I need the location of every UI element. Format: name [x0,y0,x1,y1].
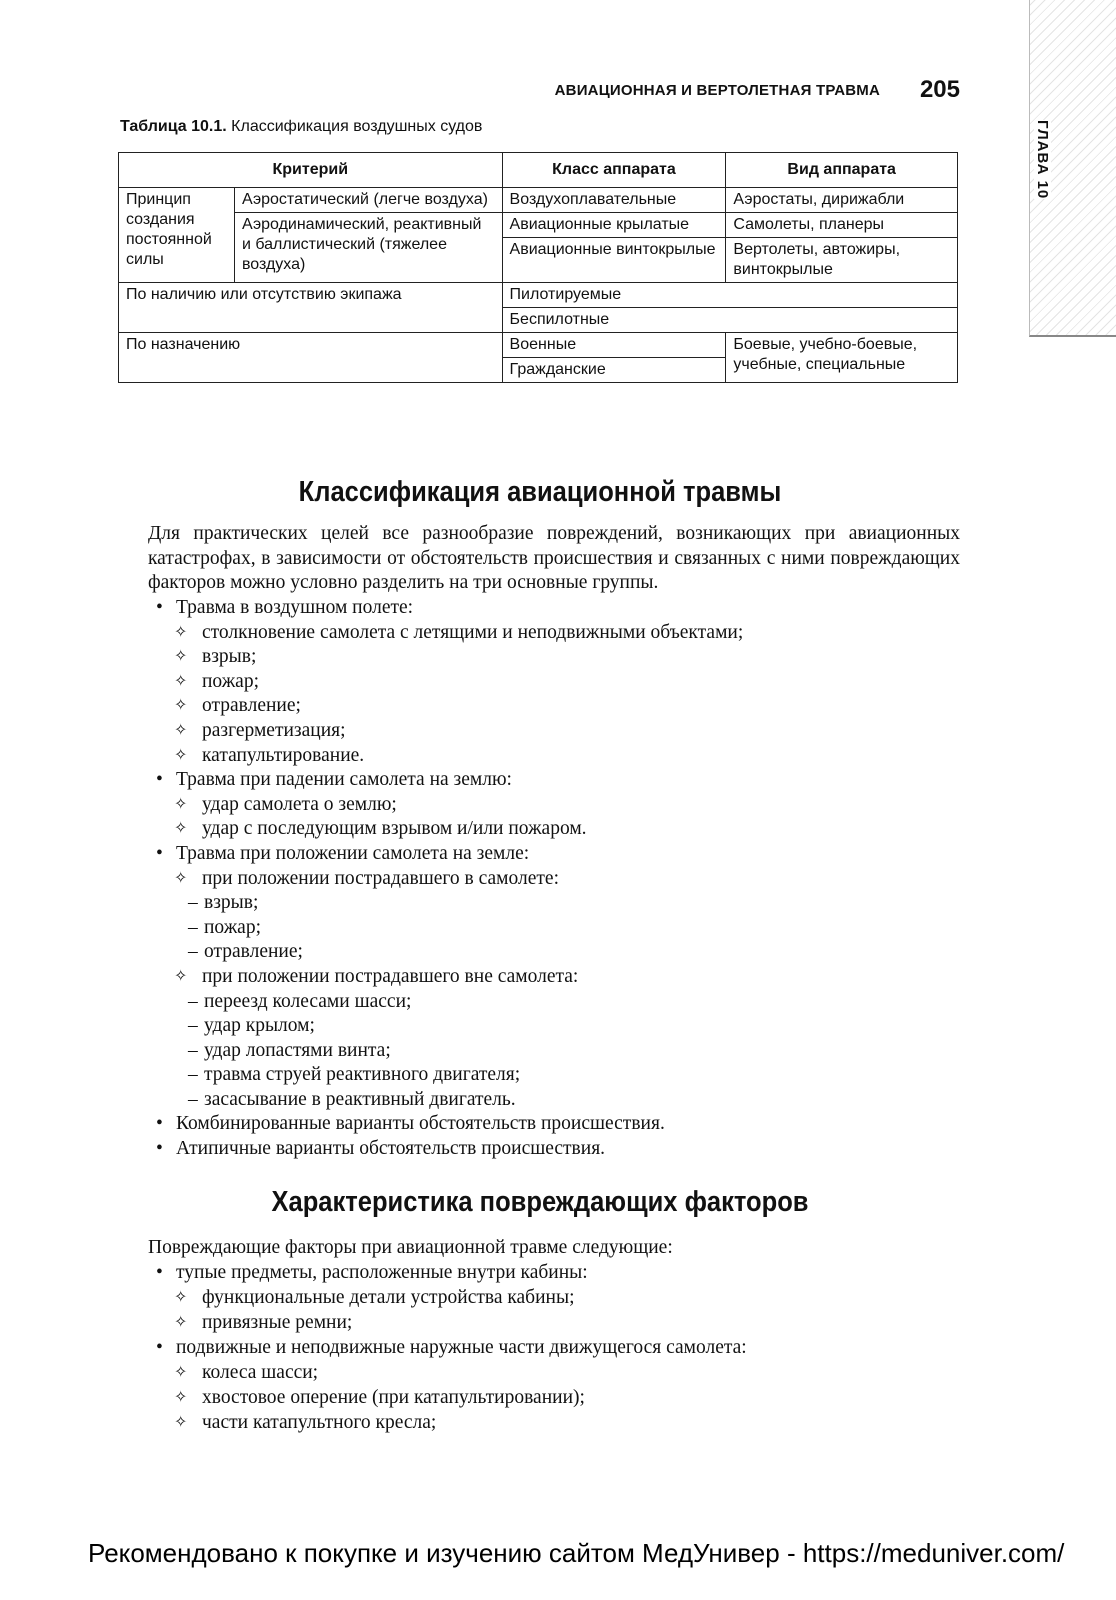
running-title: АВИАЦИОННАЯ И ВЕРТОЛЕТНАЯ ТРАВМА [554,82,880,99]
table-caption-text: Классификация воздушных судов [231,118,483,135]
table-caption [120,118,482,136]
table-cell: По назначению [119,333,503,383]
table-row [119,333,958,358]
page-number: 205 [919,76,960,103]
table-cell: Принцип создания постоянной силы [119,188,235,283]
list-item: • Атипичные варианты обстоятельств происшествия. [148,1137,960,1162]
table-header-cell: Вид аппарата [726,153,958,188]
table-row [119,188,958,213]
table-cell: Воздухоплавательные [502,188,726,213]
table-cell: Авиационные винтокрылые [502,238,726,283]
list-item: – пожар; [148,916,960,941]
list-item: ✧ части катапультного кресла; [148,1410,960,1435]
list-item: • Травма в воздушном полете: [148,596,960,621]
damaging-factors-list [148,1260,960,1435]
list-item: ✧ столкновение самолета с летящими и неподвижными объектами; [148,621,960,646]
section-title-factors: Характеристика повреждающих факторов [271,1186,809,1218]
table-row [119,213,958,238]
list-item: ✧ взрыв; [148,645,960,670]
list-item: – засасывание в реактивный двигатель. [148,1088,960,1113]
table-cell: Авиационные крылатые [502,213,726,238]
table-caption-label: Таблица 10.1. [120,118,227,135]
table-cell: Боевые, учебно-боевые, учебные, специальные [726,333,958,383]
chapter-tab-label: ГЛАВА 10 [1034,120,1051,200]
table-cell: Аэростаты, дирижабли [726,188,958,213]
table-cell: Военные [502,333,726,358]
section-title-classification: Классификация авиационной травмы [298,476,782,508]
table-header-cell: Критерий [119,153,503,188]
list-item: ✧ привязные ремни; [148,1310,960,1335]
list-item: ✧ удар с последующим взрывом и/или пожаром. [148,817,960,842]
list-item: • тупые предметы, расположенные внутри кабины: [148,1260,960,1285]
list-item: ✧ колеса шасси; [148,1360,960,1385]
table-header-row [119,153,958,188]
table-cell: Самолеты, планеры [726,213,958,238]
table-cell: По наличию или отсутствию экипажа [119,283,503,333]
list-item: ✧ функциональные детали устройства кабины; [148,1285,960,1310]
list-item: ✧ катапультирование. [148,744,960,769]
table-cell: Гражданские [502,358,726,383]
list-item: – травма струей реактивного двигателя; [148,1063,960,1088]
list-item: ✧ при положении пострадавшего вне самолета: [148,965,960,990]
list-item: • подвижные и неподвижные наружные части движущегося самолета: [148,1335,960,1360]
list-item: ✧ разгерметизация; [148,719,960,744]
table-cell: Вертолеты, автожиры, винтокрылые [726,238,958,283]
factors-intro-paragraph: Повреждающие факторы при авиационной травме следующие: [148,1237,673,1258]
table-cell: Аэростатический (легче воздуха) [234,188,502,213]
list-item: ✧ при положении пострадавшего в самолете: [148,867,960,892]
chapter-side-tab [1029,0,1116,337]
list-item: ✧ удар самолета о землю; [148,793,960,818]
classification-table [118,152,958,383]
table-header-cell: Класс аппарата [502,153,726,188]
injury-classification-list [148,596,960,1162]
list-item: – удар крылом; [148,1014,960,1039]
list-item: – удар лопастями винта; [148,1039,960,1064]
list-item: ✧ отравление; [148,694,960,719]
list-item: ✧ пожар; [148,670,960,695]
intro-paragraph: Для практических целей все разнообразие повреждений, возникающих при авиационных катастрофах, в зависимости от обстоятельств происшествия и связанных с ними повреждающих факторов можно условно разделить на три основные группы. [148,523,960,593]
list-item: – отравление; [148,940,960,965]
page-header [120,76,960,106]
list-item: ✧ хвостовое оперение (при катапультировании); [148,1385,960,1410]
table-cell: Беспилотные [502,308,957,333]
table-cell: Аэродинамический, реактивный и баллистический (тяжелее воздуха) [234,213,502,283]
list-item: – взрыв; [148,891,960,916]
table-row [119,283,958,308]
list-item: • Травма при положении самолета на земле: [148,842,960,867]
footer-recommendation: Рекомендовано к покупке и изучению сайтом МедУнивер - https://meduniver.com/ [88,1538,1065,1568]
table-cell: Пилотируемые [502,283,957,308]
list-item: – переезд колесами шасси; [148,990,960,1015]
list-item: • Комбинированные варианты обстоятельств происшествия. [148,1112,960,1137]
list-item: • Травма при падении самолета на землю: [148,768,960,793]
